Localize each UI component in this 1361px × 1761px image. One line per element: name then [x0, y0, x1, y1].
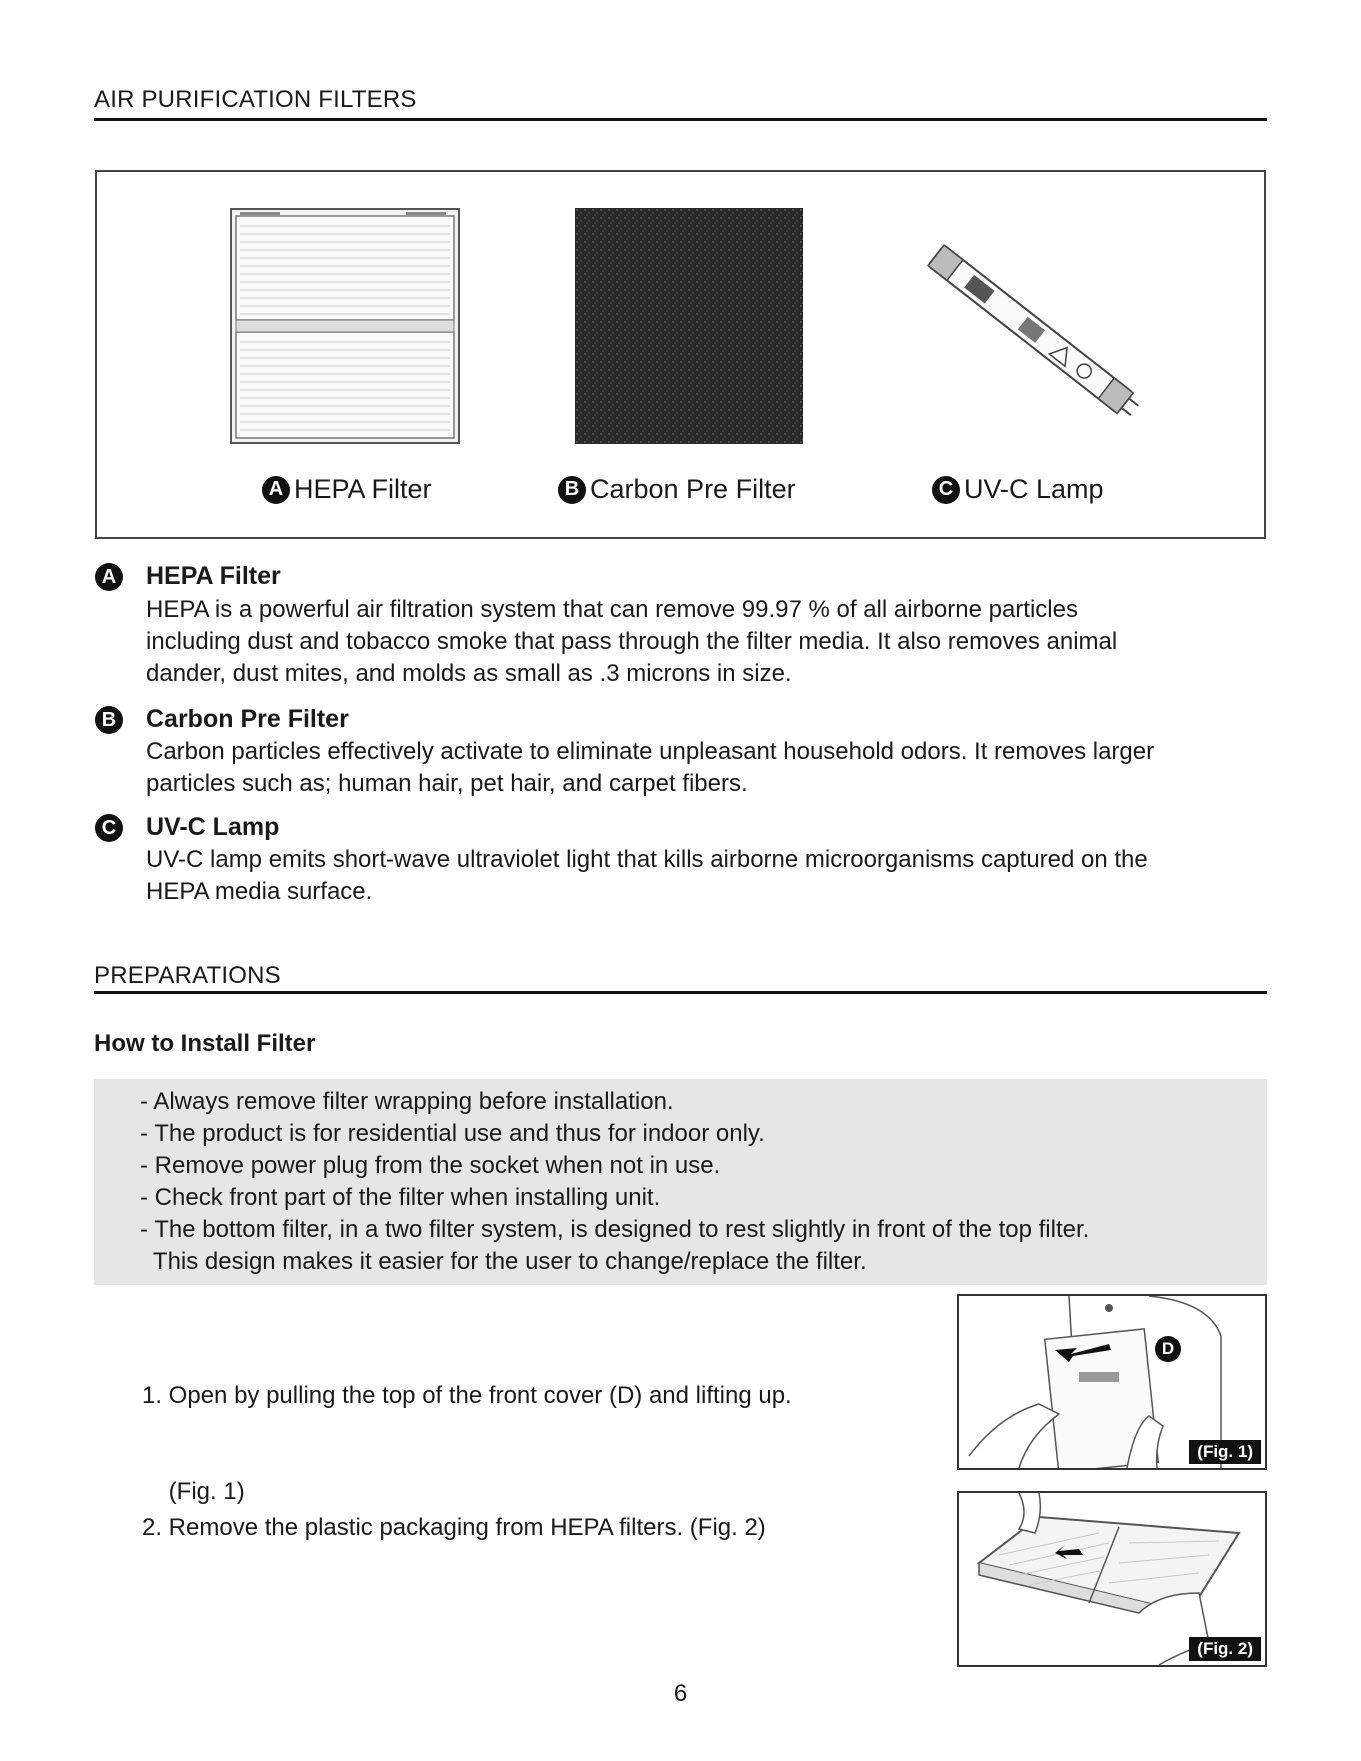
desc-badge-c: C — [95, 814, 123, 842]
hepa-filter-illustration — [230, 208, 460, 444]
caption-label: HEPA Filter — [294, 474, 432, 504]
caption-uvc — [932, 474, 1104, 505]
note-item: This design makes it easier for the user to change/replace the filter. — [140, 1248, 867, 1275]
subsection-title: How to Install Filter — [94, 1030, 316, 1057]
section-title-preparations: PREPARATIONS — [94, 962, 281, 989]
desc-line: dander, dust mites, and molds as small as .3 microns in size. — [146, 660, 792, 687]
caption-label: Carbon Pre Filter — [590, 474, 796, 504]
note-item: - The bottom filter, in a two filter system, is designed to rest slightly in front of the top filter. — [140, 1216, 1090, 1243]
step-1 — [142, 1316, 792, 1540]
step-2 — [142, 1512, 766, 1544]
figure-2 — [957, 1491, 1267, 1667]
page-number: 6 — [673, 1680, 688, 1707]
carbon-filter-illustration — [575, 208, 803, 444]
badge-a: A — [262, 476, 290, 504]
caption-carbon — [558, 474, 796, 505]
figure-1 — [957, 1294, 1267, 1470]
caption-hepa — [262, 474, 432, 505]
desc-badge-a: A — [95, 563, 123, 591]
desc-line: HEPA is a powerful air filtration system that can remove 99.97 % of all airborne particles — [146, 596, 1078, 623]
desc-line: UV-C lamp emits short-wave ultraviolet light that kills airborne microorganisms captured on the — [146, 846, 1148, 873]
note-item: - Remove power plug from the socket when not in use. — [140, 1152, 721, 1179]
note-item: - Check front part of the filter when installing unit. — [140, 1184, 661, 1211]
badge-c: C — [932, 476, 960, 504]
desc-line: including dust and tobacco smoke that pass through the filter media. It also removes animal — [146, 628, 1118, 655]
desc-heading-uvc: UV-C Lamp — [146, 813, 280, 841]
uvc-lamp-illustration — [900, 220, 1160, 440]
caption-label: UV-C Lamp — [964, 474, 1104, 504]
section-title-air-purification: AIR PURIFICATION FILTERS — [94, 86, 417, 113]
desc-line: HEPA media surface. — [146, 878, 373, 905]
note-item: - The product is for residential use and thus for indoor only. — [140, 1120, 765, 1147]
step-line: 2. Remove the plastic packaging from HEPA filters. (Fig. 2) — [142, 1514, 766, 1541]
desc-line: Carbon particles effectively activate to eliminate unpleasant household odors. It removes larger — [146, 738, 1155, 765]
desc-body-carbon — [146, 736, 1271, 800]
section-rule — [94, 118, 1267, 121]
desc-body-uvc — [146, 844, 1271, 908]
badge-b: B — [558, 476, 586, 504]
desc-badge-b: B — [95, 706, 123, 734]
callout-d-badge: D — [1155, 1336, 1181, 1362]
desc-line: particles such as; human hair, pet hair, and carpet fibers. — [146, 770, 748, 797]
section-rule — [94, 991, 1267, 994]
desc-heading-hepa: HEPA Filter — [146, 562, 281, 590]
step-line: (Fig. 1) — [142, 1478, 245, 1505]
figure-2-tag: (Fig. 2) — [1189, 1637, 1261, 1661]
desc-heading-carbon: Carbon Pre Filter — [146, 705, 349, 733]
step-line: 1. Open by pulling the top of the front cover (D) and lifting up. — [142, 1382, 792, 1409]
desc-body-hepa — [146, 594, 1271, 690]
note-item: - Always remove filter wrapping before installation. — [140, 1088, 674, 1115]
figure-1-tag: (Fig. 1) — [1189, 1440, 1261, 1464]
